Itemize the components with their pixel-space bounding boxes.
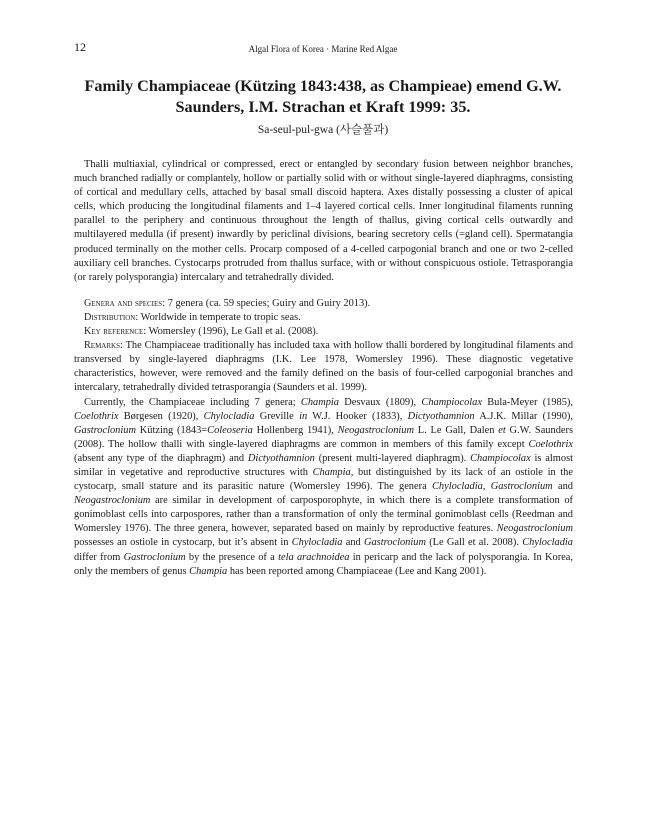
text-run: and [342,537,364,549]
page-number: 12 [74,40,86,54]
italic-word: et [498,424,506,436]
term-name: tela arachnoidea [278,551,350,563]
text-run: , but distinguished by its lack of an ostiole in the cystocarp, small stature and its parasitic nature (Womersley 1996). The genera [74,466,573,493]
genus-name: Champia [312,466,351,478]
genus-name: Champia [300,396,339,408]
text-run: W.J. Hooker (1833), [307,410,408,422]
text-run: possesses an ostiole in cystocarp, but it’s absent in [74,537,292,549]
text-run: in pericarp and the lack of polysporangia. In Korea, only the members of genus [74,551,574,577]
remarks-label: Remarks [84,340,120,352]
text-run: (present multi-layered diaphragm). [314,452,471,464]
key-reference-label: Key reference [84,326,144,338]
genus-name: Champiocolax [421,396,482,408]
italic-word: in [299,410,308,422]
running-head: Algal Flora of Korea · Marine Red Algae [248,44,398,54]
text-run: are similar in development of carposporophyte, in which there is a complete transformation of gonimoblast cells into carpospores, rather than a transformation of only the terminal gonimoblast cells (Reedman and Womersley 1976). The three genera, however, separated based on mainly by reproductive features. [74,495,573,535]
genus-name: Chylocladia [203,410,255,422]
genera-text: 7 genera (ca. 59 species; Guiry and Guiry 2013). [167,297,371,309]
text-run: Desvaux (1809), [339,396,422,408]
genus-name: Dictyothamnion [247,452,315,464]
text-run: (Le Gall et al. 2008). [425,537,523,549]
genus-name: Champiocolax [470,452,531,464]
genus-name: Gastroclonium [490,481,553,493]
key-reference-entry: Key reference: Womersley (1996), Le Gall et al. (2008). [84,326,319,338]
genera-label: Genera and species [84,297,163,309]
distribution-entry: Distribution: Worldwide in temperate to tropic seas. [84,311,301,323]
genus-name: Coelothrix [74,410,119,422]
genus-name: Chylocladia [522,537,573,549]
genus-name: Neogastroclonium [496,523,573,535]
text-run: by the presence of a [185,551,279,563]
genus-name: Coleoseria [207,424,253,436]
description-paragraph: Thalli multiaxial, cylindrical or compressed, erect or entangled by secondary fusion between neighbor branches, much branched radially or complantely, hollow or partially solid with or without single-layered diaphragms, consisting of cortical and medullary cells, attached by basal small discoid haptera. Axes distally possessing a cluster of apical cells, which producing the longitudinal filaments and 1–4 layered cortical cells. Inner longitudinal filaments running parallel to the periphery and continuous throughout the length of thallus, giving cortical cells outwardly and multilayered medulla (if present) inwardly by periclinal divisions, bearing secretory cells (=gland cell). Spermatangia produced terminally on the mother cells. Procarp composed of a 4-celled carpogonial branch and one or two 2-celled auxiliary cell branches. Cystocarps protruded from thallus surface, with or without conspicuous ostiole. Tetrasporangia (or rarely polysporangia) intercalary and tetrahedrally divided. [74,159,573,283]
text-run: Hollenberg 1941), [252,424,338,436]
genera-discussion-paragraph [74,396,573,579]
text-run: , [482,481,491,493]
text-run: A.J.K. Millar (1990), [474,410,573,422]
genus-name: Neogastroclonium [337,424,414,436]
korean-name: Sa-seul-pul-gwa (사슬풀과) [257,124,389,136]
body-text [74,158,573,579]
text-run: G.W. Saunders (2008). The hollow thalli with single-layered diaphragms are common in members of this family except [74,424,574,450]
family-title: Family Champiaceae (Kützing 1843:438, as Champieae) emend G.W. Saunders, I.M. Strachan et Kraft 1999: 35. [84,77,562,116]
distribution-text: Worldwide in temperate to tropic seas. [140,311,301,323]
genus-name: Dictyothamnion [407,410,475,422]
text-run: L. Le Gall, Dalen [414,424,499,436]
text-run: is almost similar in vegetative and reproductive structures with [74,452,574,478]
genus-name: Coelothrix [528,438,573,450]
genera-entry: Genera and species: 7 genera (ca. 59 species; Guiry and Guiry 2013). [84,297,371,309]
key-reference-text: Womersley (1996), Le Gall et al. (2008). [148,326,319,338]
text-run: Bula-Meyer (1985), [482,396,573,408]
remarks-text: The Champiaceae traditionally has included taxa with hollow thalli bordered by longitudinal filaments and transversed by single-layered diaphragms (I.K. Lee 1978, Womersley 1996). These diagnostic vegetative characteristics, however, were removed and the family defined on the basis of four-celled carpogonial branches and intercalary, tetrahedrally divided tetrasporangia (Saunders et al. 1999). [74,340,574,394]
remarks-entry: Remarks: The Champiaceae traditionally has included taxa with hollow thalli bordered by longitudinal filaments and transversed by single-layered diaphragms (I.K. Lee 1978, Womersley 1996). These diagnostic vegetative characteristics, however, were removed and the family defined on the basis of four-celled carpogonial branches and intercalary, tetrahedrally divided tetrasporangia (Saunders et al. 1999). [74,340,574,394]
text-run: and [552,481,573,493]
distribution-label: Distribution [84,311,136,323]
text-run: differ from [74,551,124,563]
text-run: has been reported among Champiaceae (Lee and Kang 2001). [227,565,487,577]
genus-name: Chylocladia [432,481,483,493]
genus-name: Gastroclonium [123,551,186,563]
text-run: Currently, the Champiaceae including 7 genera; [84,396,301,408]
genus-name: Champia [189,565,228,577]
text-run: (absent any type of the diaphragm) and [74,452,248,464]
genus-name: Gastroclonium [363,537,426,549]
genus-name: Gastroclonium [74,424,136,436]
genus-name: Neogastroclonium [74,495,151,507]
genus-name: Chylocladia [291,537,343,549]
text-run: Børgesen (1920), [118,410,204,422]
text-run: Kützing (1843= [135,424,208,436]
text-run: Greville [254,410,300,422]
